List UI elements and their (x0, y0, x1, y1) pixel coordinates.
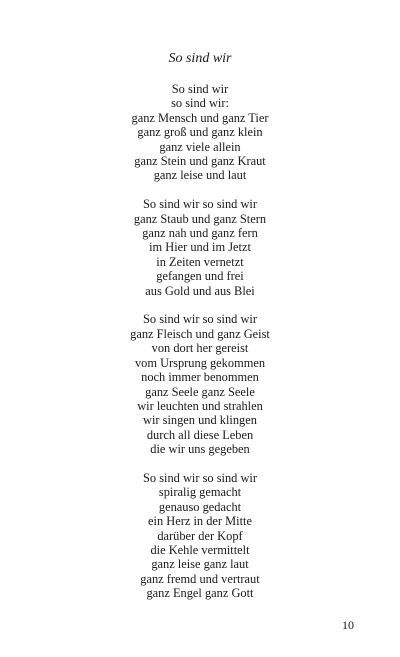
poem-line: ganz fremd und vertraut (140, 571, 260, 586)
poem-line: ganz leise ganz laut (151, 557, 249, 572)
stanza-3 (0, 312, 400, 456)
poem-line: ganz groß und ganz klein (137, 125, 263, 140)
poem-body (0, 82, 400, 601)
poem-line: aus Gold und aus Blei (145, 283, 255, 298)
poem-line: durch all diese Leben (146, 427, 254, 442)
poem-line: ganz viele allein (159, 139, 241, 154)
stanza-1 (0, 82, 400, 183)
poem-line: wir leuchten und strahlen (137, 398, 263, 413)
poem-line: ganz Engel ganz Gott (146, 586, 254, 601)
poem-line: ganz Fleisch und ganz Geist (130, 326, 270, 341)
poem-line: So sind wir so sind wir (143, 470, 257, 485)
poem-title: So sind wir (168, 51, 232, 66)
poem-line: genauso gedacht (158, 499, 242, 514)
poem-line: gefangen und frei (156, 269, 244, 284)
stanza-2 (0, 197, 400, 298)
poem-line: ein Herz in der Mitte (148, 514, 252, 529)
poem-line: in Zeiten vernetzt (156, 254, 244, 269)
poem-line: wir singen und klingen (143, 413, 257, 428)
poem-line: ganz Staub und ganz Stern (133, 211, 267, 226)
poem-line: So sind wir so sind wir (143, 197, 257, 212)
poem-line: ganz Mensch und ganz Tier (131, 110, 269, 125)
poem-line: So sind wir so sind wir (143, 312, 257, 327)
poem-line: ganz Stein und ganz Kraut (134, 154, 266, 169)
poem-line: darüber der Kopf (157, 528, 243, 543)
poem-line: ganz leise und laut (153, 168, 247, 183)
poem-line: So sind wir (171, 82, 229, 96)
page-number: 10 (342, 618, 354, 632)
poem-line: so sind wir: (171, 96, 229, 111)
poem-line: im Hier und im Jetzt (149, 240, 251, 255)
stanza-4 (0, 471, 400, 601)
poem-line: ganz nah und ganz fern (142, 226, 258, 241)
poem-line: die Kehle vermittelt (150, 542, 250, 557)
poem-line: die wir uns gegeben (150, 442, 250, 457)
poem-line: vom Ursprung gekommen (134, 355, 266, 370)
poem-line: ganz Seele ganz Seele (145, 384, 255, 399)
poem-line: von dort her gereist (151, 341, 249, 356)
poem-line: spiralig gemacht (158, 485, 242, 500)
poem-line: noch immer benommen (141, 370, 259, 385)
